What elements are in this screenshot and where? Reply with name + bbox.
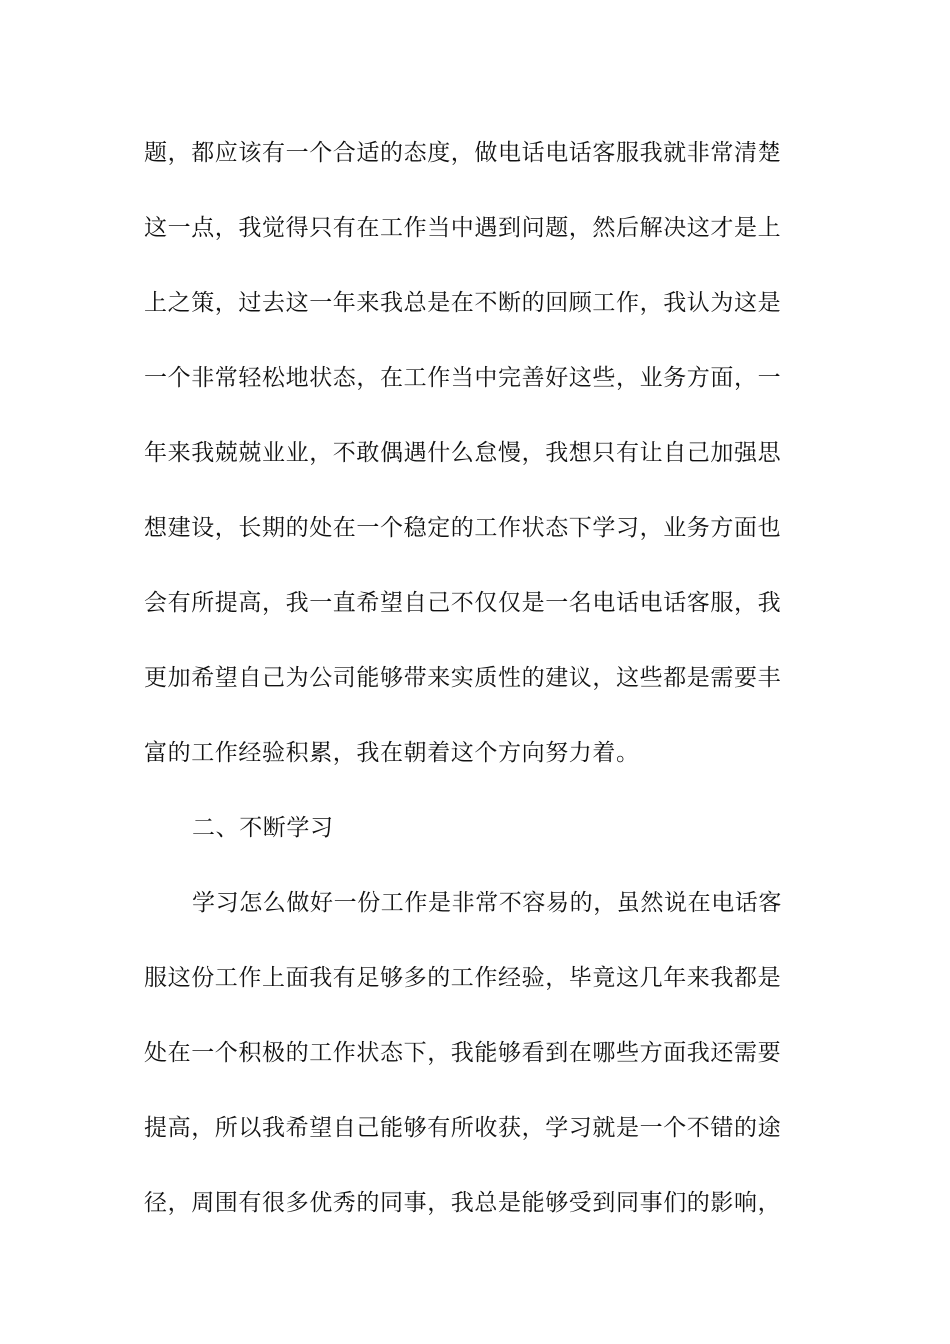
text-line: 想建设，长期的处在一个稳定的工作状态下学习，业务方面也 (144, 515, 782, 541)
text-line: 上之策，过去这一年来我总是在不断的回顾工作，我认为这是 (144, 290, 782, 316)
text-line: 会有所提高，我一直希望自己不仅仅是一名电话电话客服，我 (144, 590, 782, 616)
text-line: 更加希望自己为公司能够带来实质性的建议，这些都是需要丰 (144, 665, 782, 691)
text-line: 富的工作经验积累，我在朝着这个方向努力着。 (144, 740, 640, 766)
paragraph-first-line: 学习怎么做好一份工作是非常不容易的，虽然说在电话客 (192, 890, 782, 916)
document-body (144, 126, 806, 1251)
text-line: 径，周围有很多优秀的同事，我总是能够受到同事们的影响， (144, 1190, 782, 1216)
text-line: 这一点，我觉得只有在工作当中遇到问题，然后解决这才是上 (144, 215, 782, 241)
text-line: 服这份工作上面我有足够多的工作经验，毕竟这几年来我都是 (144, 965, 782, 991)
text-line: 处在一个积极的工作状态下，我能够看到在哪些方面我还需要 (144, 1040, 782, 1066)
section-heading: 二、不断学习 (192, 815, 334, 841)
text-line: 题，都应该有一个合适的态度，做电话电话客服我就非常清楚 (144, 140, 782, 166)
text-line: 年来我兢兢业业，不敢偶遇什么怠慢，我想只有让自己加强思 (144, 440, 782, 466)
text-line: 一个非常轻松地状态，在工作当中完善好这些，业务方面，一 (144, 365, 782, 391)
text-line: 提高，所以我希望自己能够有所收获，学习就是一个不错的途 (144, 1115, 782, 1141)
